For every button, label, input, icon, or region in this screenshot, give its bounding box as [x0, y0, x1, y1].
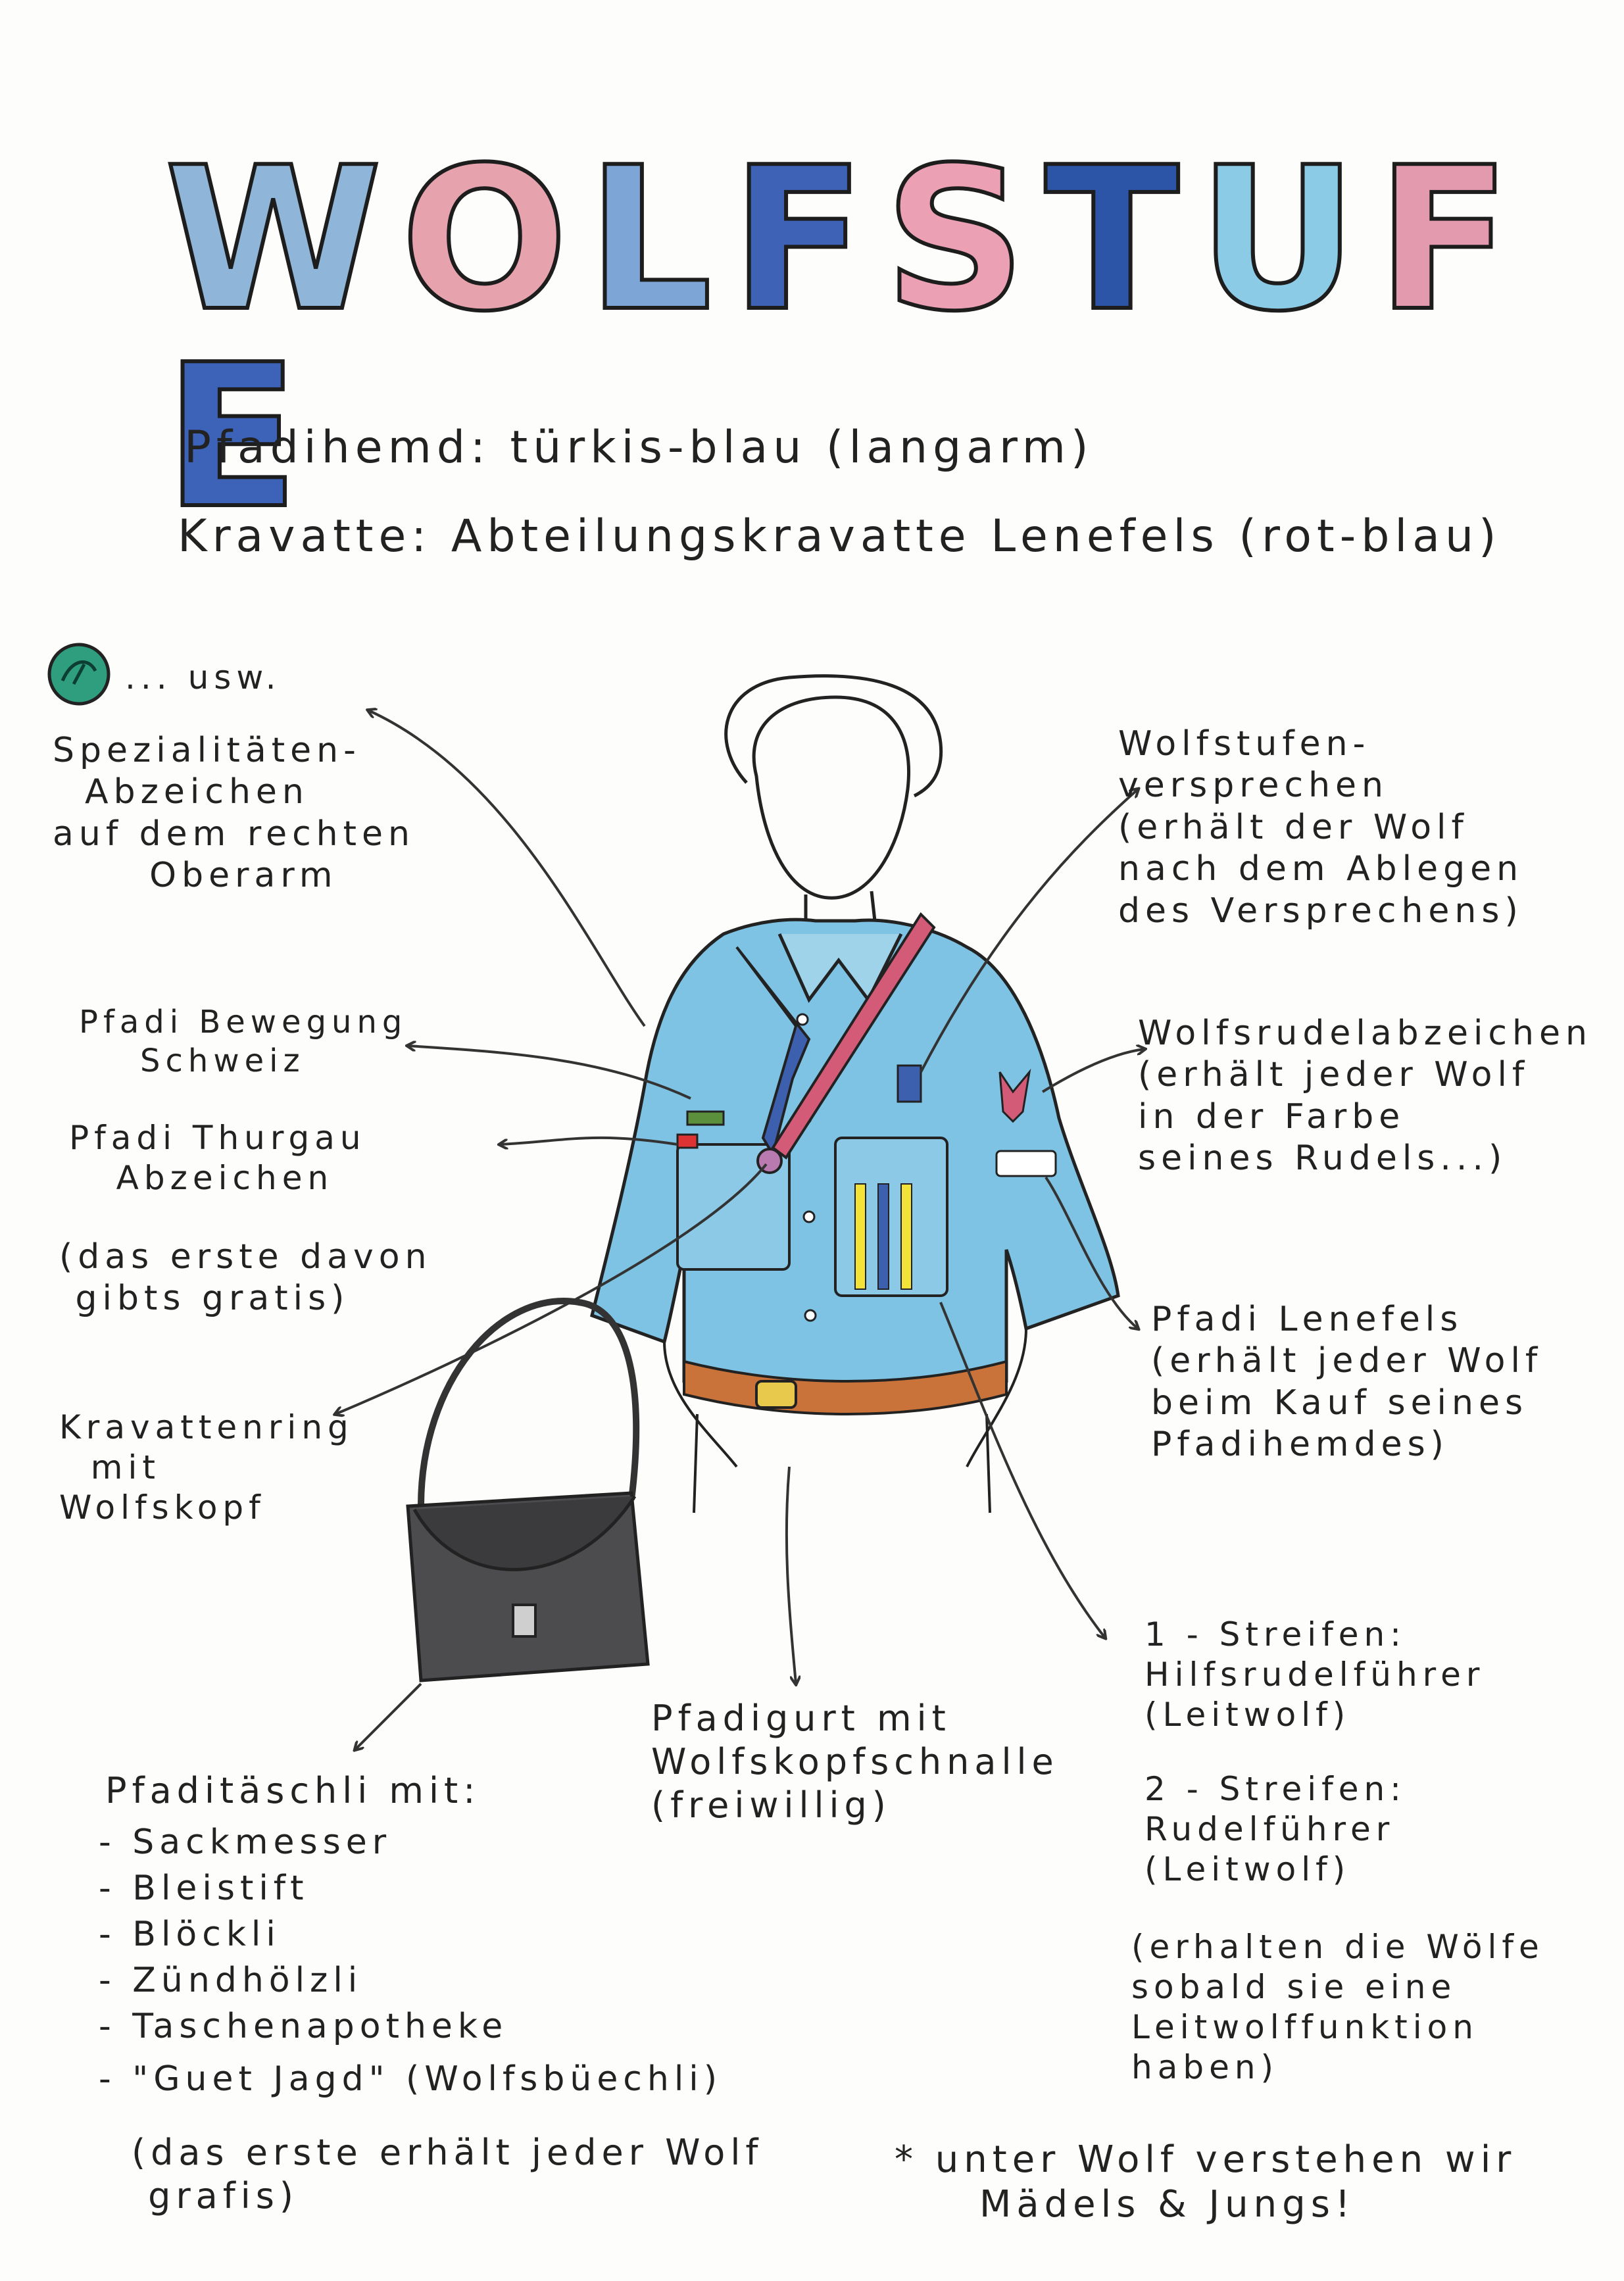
badge-icon [49, 645, 109, 704]
bag-items-note: (das erste erhält jeder Wolf grafis) [132, 2132, 764, 2217]
thurgau-badge [677, 1135, 697, 1148]
pbs-badge [687, 1112, 724, 1125]
bag-item: - Taschenapotheke [99, 2007, 508, 2046]
stripe2-label: 2 - Streifen: Rudelführer (Leitwolf) [1144, 1770, 1406, 1888]
lenefels-label: Pfadi Lenefels (erhält jeder Wolf beim Kauf seines Pfadihemdes) [1151, 1300, 1543, 1465]
shirt-line: Pfadihemd: türkis-blau (langarm) [184, 422, 1094, 474]
shirt-drawing [592, 914, 1118, 1513]
tie-line: Kravatte: Abteilungskravatte Lenefels (rot-blau) [178, 510, 1502, 562]
title-letter: S [884, 125, 1045, 355]
title-letter: W [164, 125, 401, 355]
title-letter: F [1376, 125, 1530, 355]
promise-label: Wolfstufen- versprechen (erhält der Wolf nach dem Ablegen des Versprechens) [1118, 724, 1524, 931]
bag-heading: Pfaditäschli mit: [105, 1770, 481, 1811]
pbs-label: Pfadi Bewegung Schweiz [79, 1004, 408, 1079]
stripe-yellow-2 [901, 1184, 912, 1289]
thurgau-note: (das erste davon gibts gratis) [59, 1237, 432, 1319]
bag-items [99, 1822, 722, 2105]
bag-item: - "Guet Jagd" (Wolfsbüechli) [99, 2059, 723, 2099]
lenefels-badge [997, 1151, 1056, 1176]
belt-label: Pfadigurt mit Wolfskopfschnalle (freiwillig) [651, 1698, 1059, 1826]
bag-item: - Zündhölzli [99, 1961, 363, 2000]
specialty-badges-label: Spezialitäten- Abzeichen auf dem rechten Oberarm [53, 731, 415, 896]
title-letter: O [400, 125, 587, 355]
title-letter: U [1197, 125, 1377, 355]
page-title [164, 125, 1624, 552]
specialty-prefix: ... usw. [125, 658, 282, 697]
title-letter: F [731, 125, 885, 355]
title-letter: T [1045, 125, 1198, 355]
stripe-blue [878, 1184, 889, 1289]
bag-item: - Blöckli [99, 1915, 281, 1954]
stripes-note: (erhalten die Wölfe sobald sie eine Leitwolffunktion haben) [1131, 1928, 1544, 2086]
stripe-yellow-1 [855, 1184, 866, 1289]
bag-item: - Sackmesser [99, 1823, 392, 1862]
title-letter: E [164, 322, 318, 552]
pack-badge-label: Wolfsrudelabzeichen (erhält jeder Wolf in der Farbe seines Rudels...) [1138, 1014, 1592, 1179]
belt-buckle [756, 1381, 796, 1408]
footnote: * unter Wolf verstehen wir Mädels & Jungs! [895, 2138, 1517, 2226]
title-letter: L [586, 125, 731, 355]
tie-ring-label: Kravattenring mit Wolfskopf [59, 1408, 354, 1527]
stripe1-label: 1 - Streifen: Hilfsrudelführer (Leitwolf) [1144, 1615, 1485, 1734]
head-outline [726, 676, 941, 921]
bag-drawing [408, 1301, 648, 1680]
promise-badge [898, 1066, 921, 1102]
thurgau-label: Pfadi Thurgau Abzeichen [69, 1119, 366, 1197]
bag-item: - Bleistift [99, 1869, 309, 1908]
